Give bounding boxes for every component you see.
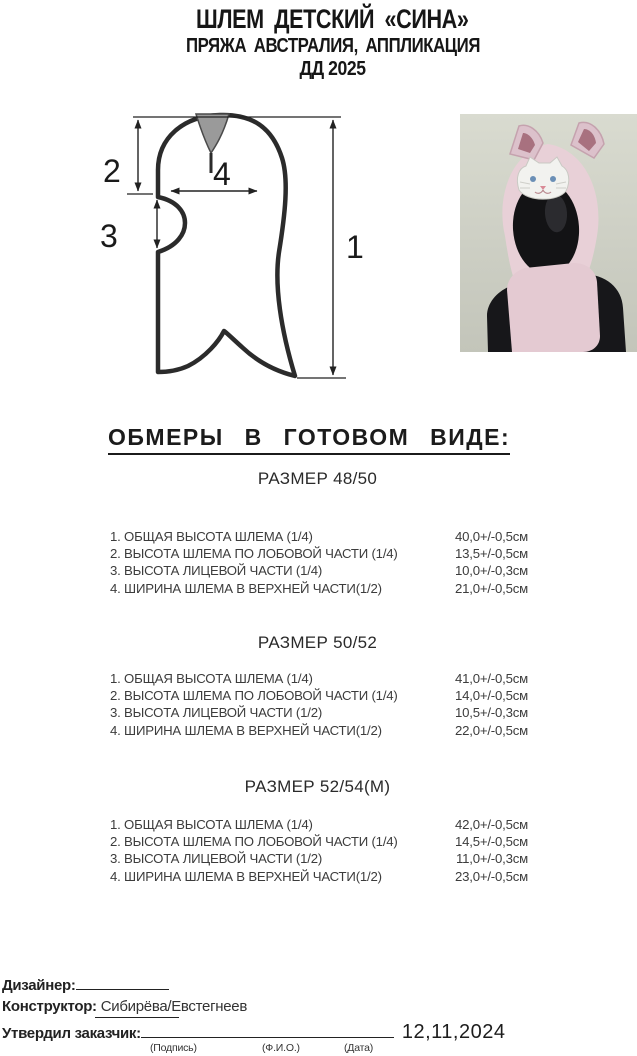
signature-caption: (Подпись)	[150, 1042, 197, 1054]
measure-label: 3. ВЫСОТА ЛИЦЕВОЙ ЧАСТИ (1/2)	[110, 851, 323, 867]
measure-value: 21,0+/-0,5см	[454, 580, 528, 596]
approved-date: 12,11,2024	[401, 1021, 506, 1043]
table-row	[110, 688, 528, 705]
designer-signature-line	[76, 975, 169, 990]
measure-label: 4. ШИРИНА ШЛЕМА В ВЕРХНЕЙ ЧАСТИ(1/2)	[110, 580, 382, 596]
measure-value: 40,0+/-0,5см	[454, 529, 528, 544]
size-48-50-table	[110, 529, 528, 598]
measure-value: 23,0+/-0,5см	[454, 868, 528, 884]
dim3-label: 3	[100, 218, 118, 254]
table-row	[110, 851, 528, 868]
page-title	[28, 4, 637, 35]
season-label-text: ДД 2025	[299, 58, 366, 80]
measure-label: 2. ВЫСОТА ШЛЕМА ПО ЛОБОВОЙ ЧАСТИ (1/4)	[110, 834, 398, 850]
measure-value: 41,0+/-0,5см	[454, 671, 528, 686]
size-52-54-title: РАЗМЕР 52/54(М)	[244, 777, 391, 796]
size-52-54-table	[110, 817, 528, 886]
table-row	[110, 546, 528, 563]
approved-row	[2, 1021, 505, 1044]
size-50-52-table	[110, 671, 528, 740]
page-subtitle	[28, 35, 637, 58]
season-label	[28, 58, 637, 81]
dim2-label: 2	[103, 153, 121, 189]
designer-row	[2, 975, 169, 994]
measure-label: 4. ШИРИНА ШЛЕМА В ВЕРХНЕЙ ЧАСТИ(1/2)	[110, 868, 382, 884]
measure-label: 3. ВЫСОТА ЛИЦЕВОЙ ЧАСТИ (1/2)	[110, 705, 323, 721]
page-subtitle-text: ПРЯЖА АВСТРАЛИЯ, АППЛИКАЦИЯ	[185, 35, 480, 57]
table-row	[110, 869, 528, 886]
measure-label: 2. ВЫСОТА ШЛЕМА ПО ЛОБОВОЙ ЧАСТИ (1/4)	[110, 688, 398, 704]
measure-label: 1. ОБЩАЯ ВЫСОТА ШЛЕМА (1/4)	[110, 671, 313, 686]
table-row	[110, 581, 528, 598]
balaclava-bib	[507, 263, 600, 352]
dim1-label: 1	[346, 229, 364, 265]
date-caption: (Дата)	[344, 1042, 374, 1054]
product-photo	[460, 114, 637, 352]
constructor-row	[2, 998, 247, 1015]
constructor-label: Конструктор:	[2, 998, 97, 1015]
measure-label: 4. ШИРИНА ШЛЕМА В ВЕРХНЕЙ ЧАСТИ(1/2)	[110, 722, 382, 738]
approved-signature-line	[141, 1023, 394, 1038]
size-50-52-title: РАЗМЕР 50/52	[257, 633, 378, 652]
table-row	[110, 563, 528, 580]
measure-label: 3. ВЫСОТА ЛИЦЕВОЙ ЧАСТИ (1/4)	[110, 563, 323, 579]
measure-value: 11,0+/-0,3см	[455, 851, 528, 867]
approved-label: Утвердил заказчик:	[2, 1025, 141, 1042]
constructor-name: Сибирёва/Евстегнеев	[100, 998, 247, 1015]
designer-label: Дизайнер:	[2, 977, 76, 994]
measure-value: 10,0+/-0,3см	[454, 563, 528, 579]
table-row	[110, 817, 528, 834]
helmet-pattern-diagram	[95, 105, 365, 395]
table-row	[110, 723, 528, 740]
measure-value: 14,0+/-0,5см	[454, 688, 528, 704]
size-48-50-title: РАЗМЕР 48/50	[257, 469, 378, 488]
fullname-caption: (Ф.И.О.)	[262, 1042, 300, 1054]
measure-label: 2. ВЫСОТА ШЛЕМА ПО ЛОБОВОЙ ЧАСТИ (1/4)	[110, 546, 398, 562]
helmet-outline-shape	[158, 115, 295, 376]
measure-value: 10,5+/-0,3см	[454, 705, 528, 721]
measure-value: 22,0+/-0,5см	[454, 722, 528, 738]
measure-label: 1. ОБЩАЯ ВЫСОТА ШЛЕМА (1/4)	[110, 529, 313, 544]
measure-value: 14,5+/-0,5см	[454, 834, 528, 850]
measure-label: 1. ОБЩАЯ ВЫСОТА ШЛЕМА (1/4)	[110, 817, 313, 832]
measurements-heading: ОБМЕРЫ В ГОТОВОМ ВИДЕ:	[108, 424, 510, 455]
measure-value: 13,5+/-0,5см	[454, 546, 528, 562]
table-row	[110, 671, 528, 688]
table-row	[110, 705, 528, 722]
dim4-label: 4	[213, 156, 231, 192]
table-row	[110, 529, 528, 546]
table-row	[110, 834, 528, 851]
page-title-text: ШЛЕМ ДЕТСКИЙ «СИНА»	[196, 4, 469, 34]
measure-value: 42,0+/-0,5см	[454, 817, 528, 832]
